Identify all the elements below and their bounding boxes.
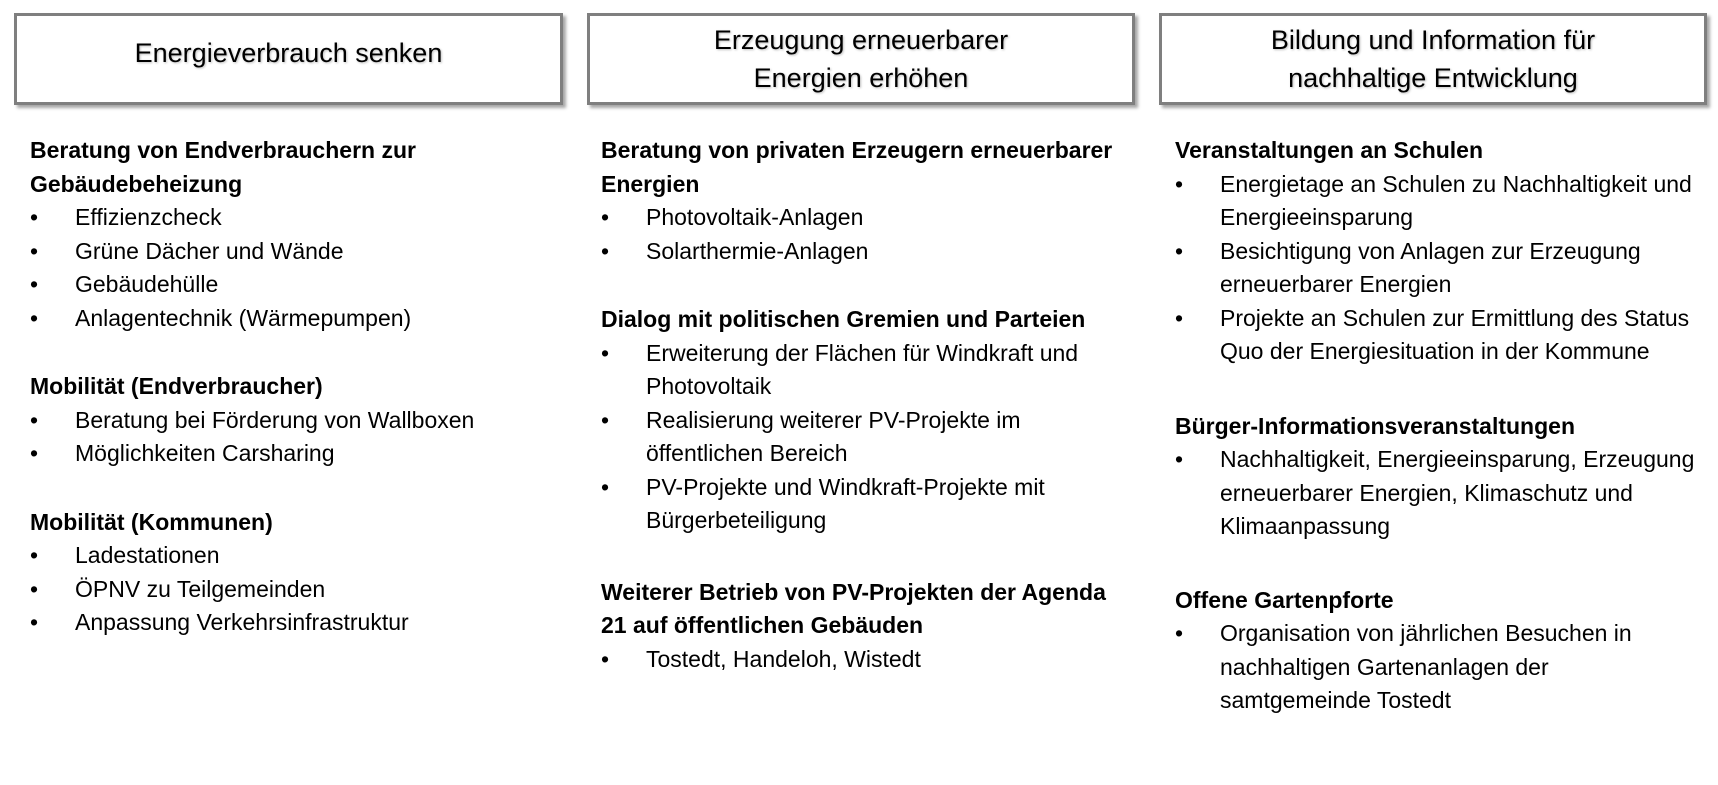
list-item: • PV-Projekte und Windkraft-Projekte mit Bürgerbeteiligung [601,471,1131,538]
list-item: • ÖPNV zu Teilgemeinden [30,573,570,607]
list-item: • Grüne Dächer und Wände [30,235,570,269]
section [1175,410,1705,544]
section-title: Offene Gartenpforte [1175,586,1394,613]
bullet-list [30,539,570,640]
bullet-list [30,404,570,471]
header-title: Erzeugung erneuerbarer Energien erhöhen [713,25,1009,93]
list-item: • Realisierung weiterer PV-Projekte im öffentlichen Bereich [601,404,1131,471]
bullet-list [1175,443,1705,544]
bullet-list [601,643,1131,677]
list-item: • Nachhaltigkeit, Energieeinsparung, Erzeugung erneuerbarer Energien, Klimaschutz und Klimaanpassung [1175,443,1705,544]
column-energy-consumption [30,134,570,675]
bullet-list [1175,168,1705,369]
section-title: Bürger-Informationsveranstaltungen [1175,412,1575,439]
section-title: Weiterer Betrieb von PV-Projekten der Agenda 21 auf öffentlichen Gebäuden [601,578,1106,638]
list-item: • Projekte an Schulen zur Ermittlung des Status Quo der Energiesituation in der Kommune [1175,302,1705,369]
section-title: Mobilität (Kommunen) [30,508,273,535]
list-item: • Beratung bei Förderung von Wallboxen [30,404,570,438]
list-item: • Gebäudehülle [30,268,570,302]
section-title: Dialog mit politischen Gremien und Parteien [601,306,1086,332]
section [601,303,1131,538]
section [30,370,570,471]
header-box-renewable-generation [587,13,1135,105]
bullet-list [1175,617,1705,718]
header-box-energy-consumption [14,13,563,105]
bullet-list [30,201,570,335]
section [601,134,1131,268]
section [30,134,570,335]
list-item: • Ladestationen [30,539,570,573]
list-item: • Besichtigung von Anlagen zur Erzeugung erneuerbarer Energien [1175,235,1705,302]
list-item: • Organisation von jährlichen Besuchen in nachhaltigen Gartenanlagen der samtgemeinde Tostedt [1175,617,1705,718]
section [30,506,570,640]
bullet-list [601,201,1131,268]
section-title: Beratung von privaten Erzeugern erneuerbarer Energien [601,137,1113,197]
list-item: • Energietage an Schulen zu Nachhaltigkeit und Energieeinsparung [1175,168,1705,235]
header-title: Energieverbrauch senken [134,38,443,68]
section-title: Veranstaltungen an Schulen [1175,137,1484,163]
list-item: • Tostedt, Handeloh, Wistedt [601,643,1131,677]
list-item: • Solarthermie-Anlagen [601,235,1131,269]
header-box-education [1159,13,1707,105]
list-item: • Anpassung Verkehrsinfrastruktur [30,606,570,640]
bullet-list [601,337,1131,538]
section [1175,134,1705,369]
list-item: • Effizienzcheck [30,201,570,235]
header-title: Bildung und Information für nachhaltige Entwicklung [1270,25,1596,93]
section [1175,584,1705,718]
section [601,576,1131,677]
section-title: Beratung von Endverbrauchern zur Gebäudebeheizung [30,137,416,197]
list-item: • Photovoltaik-Anlagen [601,201,1131,235]
list-item: • Möglichkeiten Carsharing [30,437,570,471]
column-renewable-generation [601,134,1131,711]
list-item: • Anlagentechnik (Wärmepumpen) [30,302,570,336]
column-education [1175,134,1705,753]
list-item: • Erweiterung der Flächen für Windkraft und Photovoltaik [601,337,1131,404]
section-title: Mobilität (Endverbraucher) [30,373,323,399]
